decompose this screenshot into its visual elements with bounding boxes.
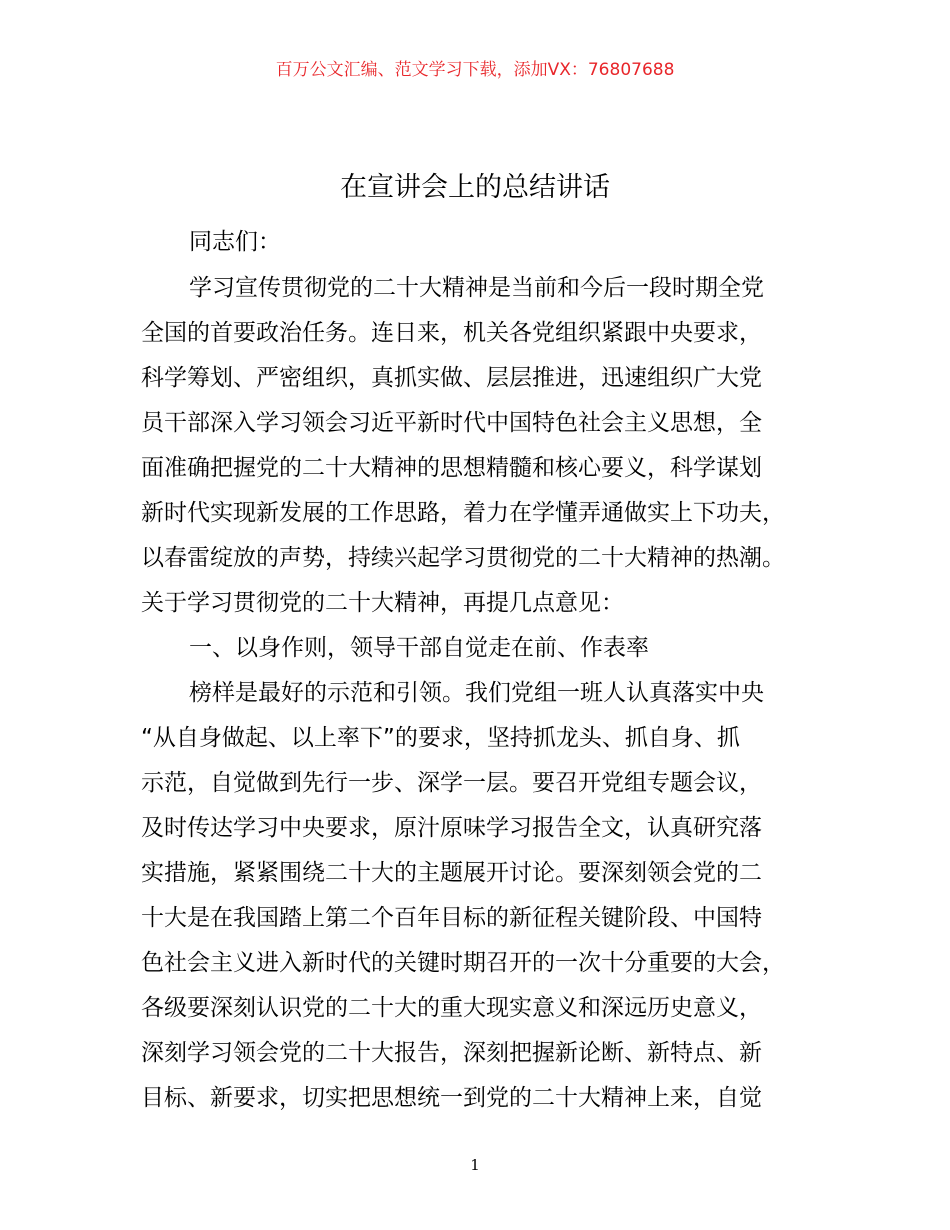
salutation-line: 同志们： <box>189 229 281 255</box>
paragraph-line: 深刻学习领会党的二十大报告，深刻把握新论断、新特点、新 <box>141 1040 762 1066</box>
paragraph-line: 关于学习贯彻党的二十大精神，再提几点意见： <box>141 590 624 616</box>
page-number: 1 <box>470 1156 480 1174</box>
document-title: 在宣讲会上的总结讲话 <box>340 172 610 203</box>
paragraph-line: 实措施，紧紧围绕二十大的主题展开讨论。要深刻领会党的二 <box>141 860 762 886</box>
paragraph-line: 及时传达学习中央要求，原汁原味学习报告全文，认真研究落 <box>141 815 762 841</box>
paragraph-line: 科学筹划、严密组织，真抓实做、层层推进，迅速组织广大党 <box>141 365 762 391</box>
paragraph-line: 榜样是最好的示范和引领。我们党组一班人认真落实中央 <box>189 680 764 706</box>
paragraph-line: 目标、新要求，切实把思想统一到党的二十大精神上来，自觉 <box>141 1085 762 1111</box>
paragraph-line: 十大是在我国踏上第二个百年目标的新征程关键阶段、中国特 <box>141 905 762 931</box>
paragraph-line: 新时代实现新发展的工作思路，着力在学懂弄通做实上下功夫， <box>141 500 785 526</box>
header-promo-note: 百万公文汇编、范文学习下载，添加VX：76807688 <box>275 60 675 80</box>
document-body <box>141 220 831 1121</box>
paragraph-line: 全国的首要政治任务。连日来，机关各党组织紧跟中央要求， <box>141 320 762 346</box>
paragraph-line: 学习宣传贯彻党的二十大精神是当前和今后一段时期全党 <box>189 275 764 301</box>
paragraph-line: 以春雷绽放的声势，持续兴起学习贯彻党的二十大精神的热潮。 <box>141 545 785 571</box>
paragraph-line: 示范，自觉做到先行一步、深学一层。要召开党组专题会议， <box>141 770 762 796</box>
section-heading: 一、以身作则，领导干部自觉走在前、作表率 <box>189 635 649 661</box>
paragraph-line: 色社会主义进入新时代的关键时期召开的一次十分重要的大会， <box>141 950 785 976</box>
paragraph-line: “从自身做起、以上率下”的要求，坚持抓龙头、抓自身、抓 <box>141 725 740 751</box>
paragraph-line: 员干部深入学习领会习近平新时代中国特色社会主义思想，全 <box>141 410 762 436</box>
paragraph-line: 各级要深刻认识党的二十大的重大现实意义和深远历史意义， <box>141 995 762 1021</box>
paragraph-line: 面准确把握党的二十大精神的思想精髓和核心要义，科学谋划 <box>141 455 762 481</box>
